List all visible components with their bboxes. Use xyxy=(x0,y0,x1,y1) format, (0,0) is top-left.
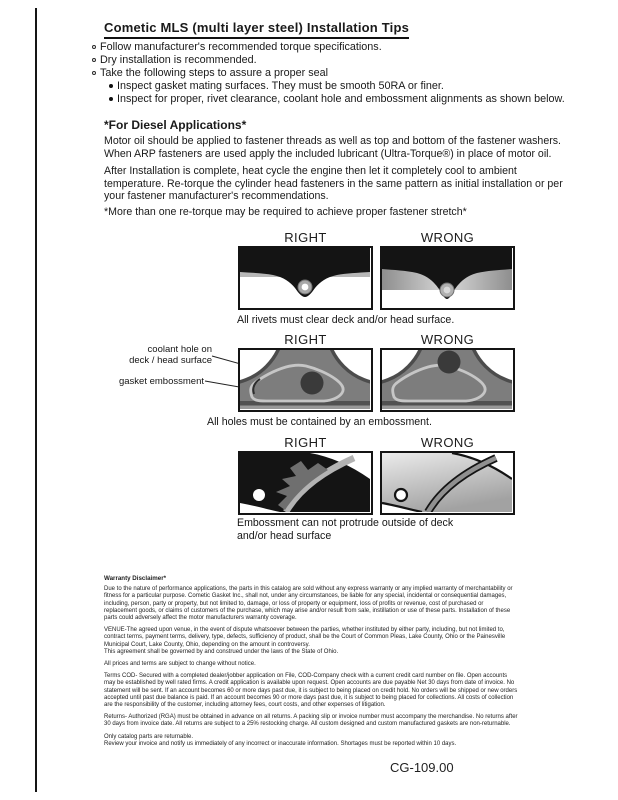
tip-text: Inspect for proper, rivet clearance, coolant hole and embossment alignments as shown below. xyxy=(117,93,565,105)
list-item xyxy=(92,67,592,80)
rivet-clearance-wrong-diagram xyxy=(380,246,515,310)
coolant-hole-callout: coolant hole on deck / head surface xyxy=(129,344,212,366)
legal-paragraph: All prices and terms are subject to change without notice. xyxy=(104,661,256,668)
protrusion-wrong-graphic xyxy=(382,453,512,512)
wrong-label: WRONG xyxy=(420,230,475,245)
diesel-paragraph: After Installation is complete, heat cycle the engine then let it completely cool to ambient temperature. Re-torque the cylinder head fasteners in the same pattern as initial installation or per your fastener manufacturer's recommendations. xyxy=(104,165,563,203)
bolt-hole-icon xyxy=(395,489,407,501)
right-label: RIGHT xyxy=(284,435,327,450)
rivet-caption: All rivets must clear deck and/or head surface. xyxy=(237,314,455,326)
coolant-hole-icon xyxy=(301,372,324,395)
legal-paragraph: Only catalog parts are returnable. xyxy=(104,733,194,740)
gasket-embossment-callout: gasket embossment xyxy=(118,376,204,387)
coolant-right-graphic xyxy=(240,350,370,409)
list-item xyxy=(92,41,592,54)
legal-paragraph: Due to the nature of performance applications, the parts in this catalog are sold without any express warranty or any implied warranty of merchantability or fitness for a particular purpose. Cometic Gasket Inc., shall not, under any circumstances, be liable for any special, incidental or consequential damages, including, person, party or property, but not limited to, damage, or loss of property or equipment, loss of profits or revenue, cost of purchased or replacement goods, or claims of customers of the purchase, which may arise and/or result from sale, instillation or use of these parts. Installation of these parts could adversely affect the motor manufacturers warranty coverage. xyxy=(104,586,513,622)
tip-text: Take the following steps to assure a proper seal xyxy=(100,67,329,79)
diesel-heading: *For Diesel Applications* xyxy=(104,118,247,132)
hollow-bullet-icon xyxy=(92,45,96,49)
legal-paragraph: Returns- Authorized (RGA) must be obtained in advance on all returns. A packing slip or invoice number must accompany the merchandise. No returns after 30 days from invoice date. All returns are subject to a 25% restocking charge. All custom designed and custom manufactured gaskets are non-returnable. xyxy=(104,714,518,728)
diesel-paragraph: Motor oil should be applied to fastener threads as well as top and bottom of the fastener washers. When ARP fasteners are used apply the included lubricant (Ultra-Torque®) in place of motor oil. xyxy=(104,135,561,160)
list-item xyxy=(92,54,592,67)
page-title: Cometic MLS (multi layer steel) Installation Tips xyxy=(104,20,409,39)
tip-text: Inspect gasket mating surfaces. They must be smooth 50RA or finer. xyxy=(117,80,444,92)
warranty-disclaimer-block xyxy=(104,575,518,753)
legal-paragraph: This agreement shall be governed by and construed under the laws of the State of Ohio. xyxy=(104,648,339,655)
legal-heading: Warranty Disclaimer* xyxy=(104,575,167,582)
coolant-hole-icon xyxy=(438,351,461,374)
wrong-label: WRONG xyxy=(420,435,475,450)
protrusion-right-graphic xyxy=(240,453,370,512)
right-label: RIGHT xyxy=(284,332,327,347)
installation-tips-list xyxy=(92,41,592,106)
bullet-icon xyxy=(109,84,113,88)
coolant-hole-wrong-diagram xyxy=(380,348,515,412)
wrong-label: WRONG xyxy=(420,332,475,347)
rivet-wrong-graphic xyxy=(382,248,512,307)
scan-edge-line xyxy=(35,8,37,792)
legal-paragraph: Terms COD- Secured with a completed dealer/jobber application on File, COD-Company check with a current credit card number on file. Open accounts may be established by well rated firms. A credit application is available upon request. Open accounts are due payable Net 30 days from date of invoice. No statement will be sent. If an account becomes 60 or more days past due, it is subject to being placed on credit hold. No orders will be shipped or new orders accepted until past due balance is paid. If an account becomes 90 or more days past due, it is subject to being placed for collections. All costs of collection are the responsibility of the customer, including attorney fees, court costs, and other expenses of litigation. xyxy=(104,673,518,709)
list-item xyxy=(109,80,592,93)
tip-text: Follow manufacturer's recommended torque specifications. xyxy=(100,41,382,53)
rivet-right-graphic xyxy=(240,248,370,307)
bolt-hole-icon xyxy=(253,489,265,501)
coolant-wrong-graphic xyxy=(382,350,512,409)
rivet-clearance-right-diagram xyxy=(238,246,373,310)
protrusion-wrong-diagram xyxy=(380,451,515,515)
hollow-bullet-icon xyxy=(92,58,96,62)
embossment-containment-caption: All holes must be contained by an embossment. xyxy=(207,416,432,428)
legal-paragraph: Review your invoice and notify us immediately of any incorrect or inaccurate information. Shortages must be reported within 10 days. xyxy=(104,740,457,747)
tip-text: Dry installation is recommended. xyxy=(100,54,257,66)
right-label: RIGHT xyxy=(284,230,327,245)
bullet-icon xyxy=(109,97,113,101)
protrusion-caption: Embossment can not protrude outside of deck and/or head surface xyxy=(237,517,454,542)
retorque-note: *More than one re-torque may be required to achieve proper fastener stretch* xyxy=(104,206,467,218)
hollow-bullet-icon xyxy=(92,71,96,75)
page-number: CG-109.00 xyxy=(390,760,454,775)
coolant-hole-right-diagram xyxy=(238,348,373,412)
legal-paragraph: VENUE-The agreed upon venue, in the event of dispute whatsoever between the parties, whether instituted by either party, including, but not limited to, contract terms, payment terms, delivery, type, defects, sufficiency of product, shall be the Court of Common Pleas, Lake County, Ohio or the Painesville Municipal Court, Lake County, Ohio, depending on the amount in controversy. xyxy=(104,627,506,648)
protrusion-right-diagram xyxy=(238,451,373,515)
list-item xyxy=(109,93,592,106)
